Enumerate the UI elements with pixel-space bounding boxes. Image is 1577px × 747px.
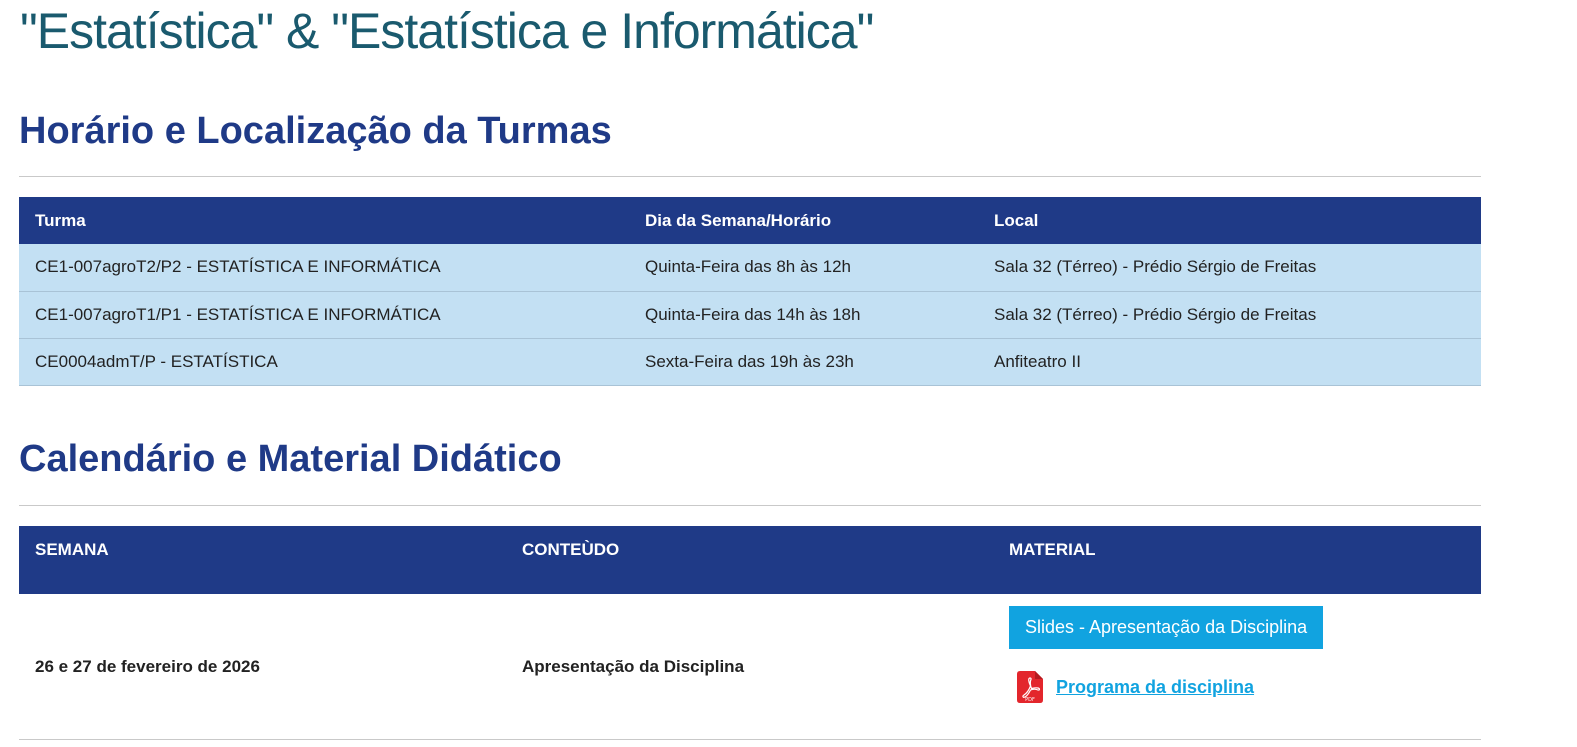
local-cell: Anfiteatro II: [978, 338, 1481, 385]
table-row: [19, 244, 1481, 291]
turma-cell: CE1-007agroT1/P1 - ESTATÍSTICA E INFORMÁTICA: [19, 291, 629, 338]
table-row: [19, 291, 1481, 338]
horario-cell: Quinta-Feira das 14h às 18h: [629, 291, 978, 338]
divider: [19, 739, 1481, 740]
pdf-icon-label: PDF: [1025, 697, 1035, 703]
schedule-heading: Horário e Localização da Turmas: [19, 110, 612, 152]
week-cell: 26 e 27 de fevereiro de 2026: [35, 656, 260, 676]
programa-disciplina-link[interactable]: Programa da disciplina: [1056, 676, 1255, 697]
local-cell: Sala 32 (Térreo) - Prédio Sérgio de Freitas: [978, 291, 1481, 338]
column-header-semana: SEMANA: [35, 540, 109, 559]
pdf-link-row[interactable]: [1017, 671, 1481, 703]
material-cell: [993, 594, 1481, 739]
schedule-table-header: [19, 197, 1481, 244]
calendar-table: [19, 526, 1481, 739]
table-row: [19, 338, 1481, 385]
table-row: [19, 594, 1481, 739]
page-title: "Estatística" & "Estatística e Informática": [20, 3, 874, 59]
horario-cell: Sexta-Feira das 19h às 23h: [629, 338, 978, 385]
turma-cell: CE1-007agroT2/P2 - ESTATÍSTICA E INFORMÁTICA: [35, 257, 441, 277]
calendar-table-header: [19, 526, 1481, 594]
column-header-material: MATERIAL: [1009, 540, 1096, 559]
calendar-heading: Calendário e Material Didático: [19, 438, 562, 480]
column-header-local: Local: [994, 210, 1039, 230]
column-header-turma: Turma: [35, 210, 86, 230]
horario-cell: Quinta-Feira das 8h às 12h: [645, 257, 852, 277]
column-header-conteudo: CONTEÙDO: [522, 540, 620, 559]
content-cell: Apresentação da Disciplina: [522, 656, 745, 676]
divider: [19, 176, 1481, 177]
turma-cell: CE0004admT/P - ESTATÍSTICA: [19, 338, 629, 385]
divider: [19, 505, 1481, 506]
schedule-table: [19, 197, 1481, 386]
pdf-file-icon[interactable]: [1017, 671, 1043, 703]
local-cell: Sala 32 (Térreo) - Prédio Sérgio de Freitas: [994, 257, 1317, 277]
column-header-dia-horario: Dia da Semana/Horário: [645, 210, 832, 230]
slides-button[interactable]: Slides - Apresentação da Disciplina: [1009, 606, 1323, 649]
